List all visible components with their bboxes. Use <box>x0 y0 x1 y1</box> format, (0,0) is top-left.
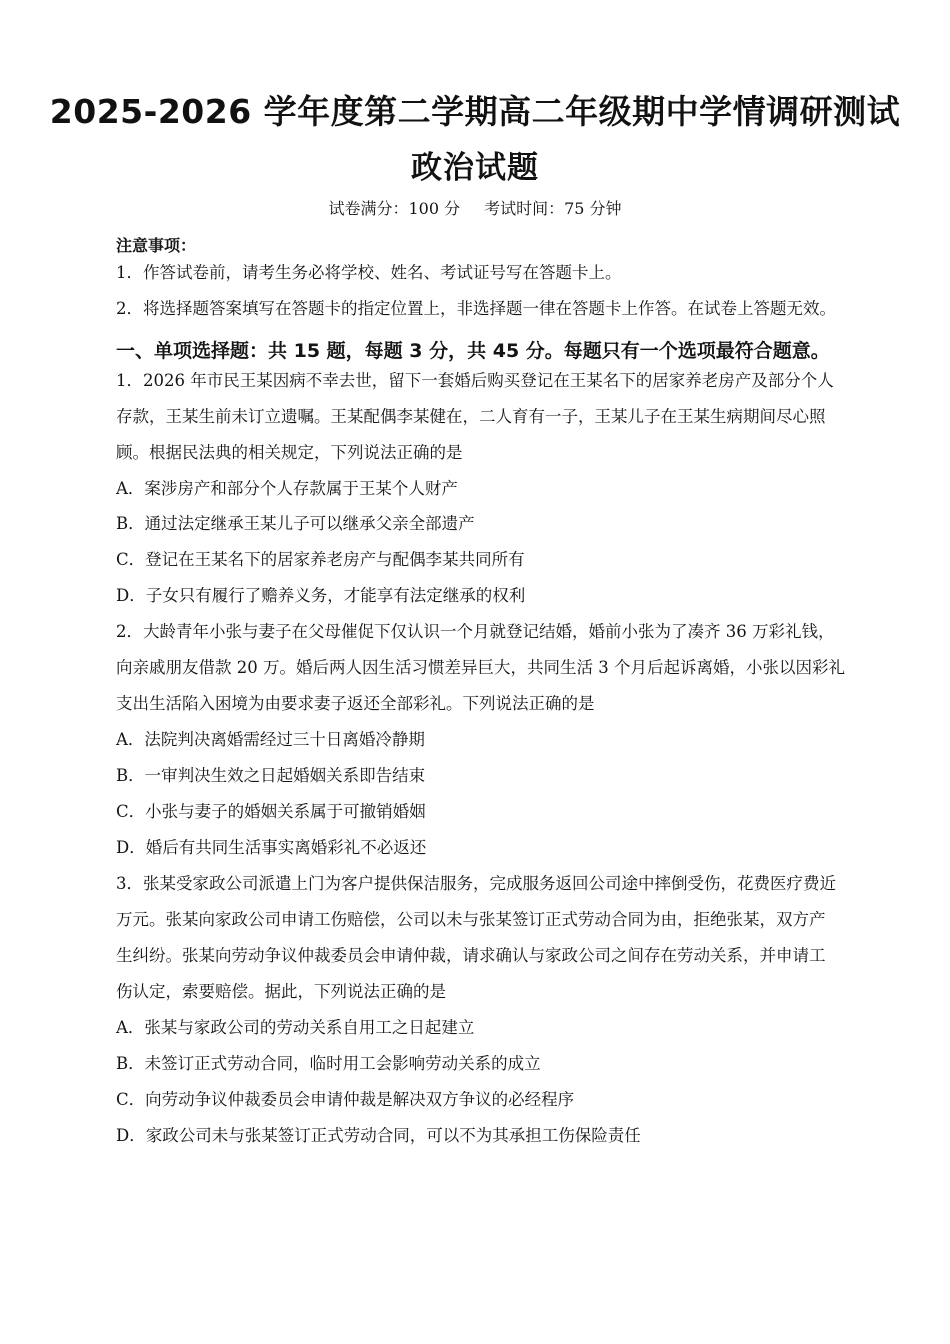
question-option: D．子女只有履行了赡养义务，才能享有法定继承的权利 <box>116 586 526 605</box>
question-stem-line: 顾。根据民法典的相关规定，下列说法正确的是 <box>116 443 463 462</box>
question-stem-line: 1．2026 年市民王某因病不幸去世，留下一套婚后购买登记在王某名下的居家养老房产及部分个人 <box>116 371 834 390</box>
question-option: C．小张与妻子的婚姻关系属于可撤销婚姻 <box>116 802 426 821</box>
question-stem-line: 向亲戚朋友借款 20 万。婚后两人因生活习惯差异巨大，共同生活 3 个月后起诉离婚，小张以因彩礼 <box>116 658 845 677</box>
question-option: C．登记在王某名下的居家养老房产与配偶李某共同所有 <box>116 550 525 569</box>
section-heading: 一、单项选择题：共 15 题，每题 3 分，共 45 分。每题只有一个选项最符合题意。 <box>116 340 830 362</box>
question-option: D．家政公司未与张某签订正式劳动合同，可以不为其承担工伤保险责任 <box>116 1126 641 1145</box>
question-stem-line: 存款，王某生前未订立遗嘱。王某配偶李某健在，二人育有一子，王某儿子在王某生病期间尽心照 <box>116 407 826 426</box>
question-option: B．通过法定继承王某儿子可以继承父亲全部遗产 <box>116 514 475 533</box>
full-score: 试卷满分：100 分 <box>328 199 461 218</box>
question-option: B．未签订正式劳动合同，临时用工会影响劳动关系的成立 <box>116 1054 541 1073</box>
question-stem-line: 2．大龄青年小张与妻子在父母催促下仅认识一个月就登记结婚，婚前小张为了凑齐 36 万彩礼钱， <box>116 622 835 641</box>
question-stem-line: 伤认定，索要赔偿。据此，下列说法正确的是 <box>116 982 446 1001</box>
exam-subtitle: 政治试题 <box>411 150 539 186</box>
question-stem-line: 支出生活陷入困境为由要求妻子返还全部彩礼。下列说法正确的是 <box>116 694 595 713</box>
question-option: D．婚后有共同生活事实离婚彩礼不必返还 <box>116 838 427 857</box>
question-option: B．一审判决生效之日起婚姻关系即告结束 <box>116 766 426 785</box>
question-option: A．案涉房产和部分个人存款属于王某个人财产 <box>116 479 458 498</box>
exam-meta <box>0 196 950 219</box>
notice-item: 2．将选择题答案填写在答题卡的指定位置上，非选择题一律在答题卡上作答。在试卷上答题无效。 <box>116 299 836 318</box>
notice-item: 1．作答试卷前，请考生务必将学校、姓名、考试证号写在答题卡上。 <box>116 263 622 282</box>
question-stem-line: 万元。张某向家政公司申请工伤赔偿，公司以未与张某签订正式劳动合同为由，拒绝张某，双方产 <box>116 910 826 929</box>
question-stem-line: 3．张某受家政公司派遣上门为客户提供保洁服务，完成服务返回公司途中摔倒受伤，花费医疗费近 <box>116 874 836 893</box>
exam-title: 2025-2026 学年度第二学期高二年级期中学情调研测试 <box>49 92 901 131</box>
notice-heading: 注意事项： <box>116 236 197 255</box>
exam-time: 考试时间：75 分钟 <box>484 199 622 218</box>
question-option: A．法院判决离婚需经过三十日离婚冷静期 <box>116 730 425 749</box>
question-stem-line: 生纠纷。张某向劳动争议仲裁委员会申请仲裁，请求确认与家政公司之间存在劳动关系，并申请工 <box>116 946 826 965</box>
question-option: A．张某与家政公司的劳动关系自用工之日起建立 <box>116 1018 475 1037</box>
question-option: C．向劳动争议仲裁委员会申请仲裁是解决双方争议的必经程序 <box>116 1090 575 1109</box>
